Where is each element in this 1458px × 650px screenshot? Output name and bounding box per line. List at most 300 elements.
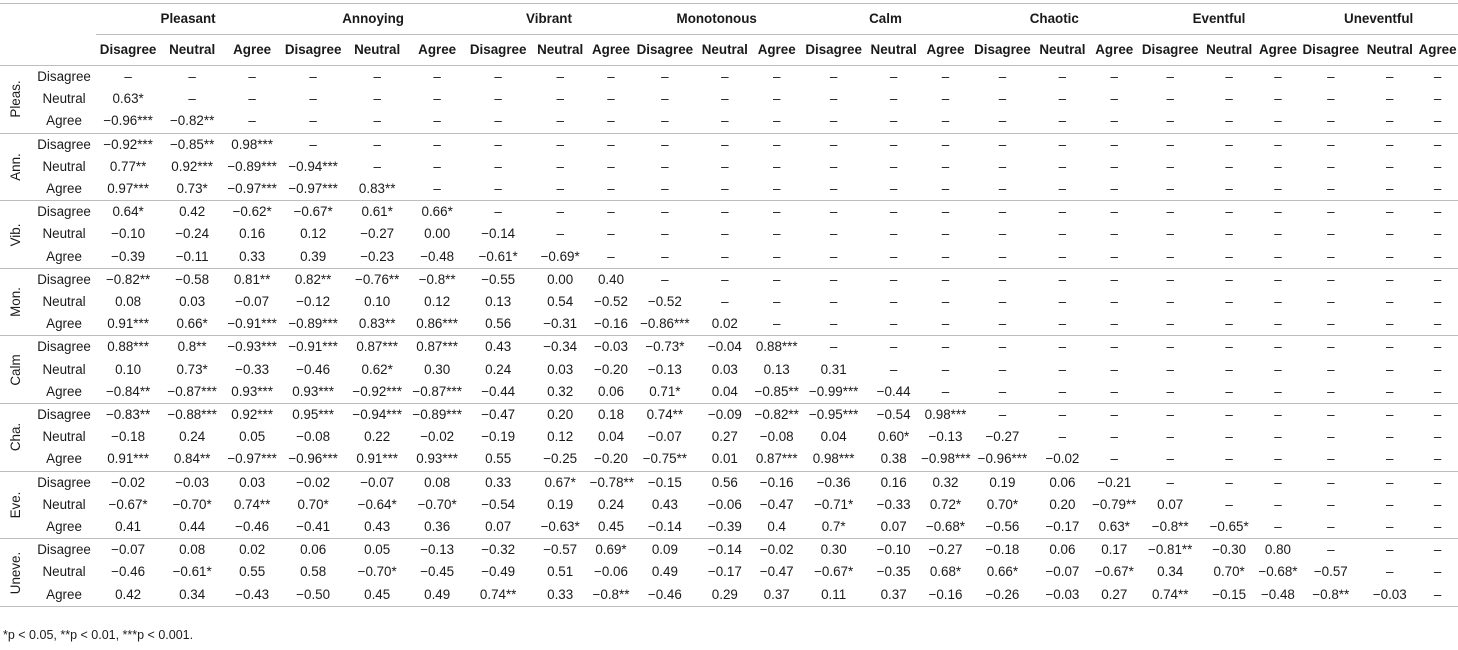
column-level-agree: Agree bbox=[1417, 35, 1458, 66]
table-cell: 0.33 bbox=[224, 246, 281, 269]
row-level-label: Disagree bbox=[37, 407, 91, 423]
table-cell: – bbox=[1433, 91, 1442, 107]
row-group-label: Pleas. bbox=[8, 80, 24, 118]
table-cell: 0.98*** bbox=[801, 448, 866, 471]
table-cell: – bbox=[941, 204, 950, 220]
table-cell: −0.8** bbox=[590, 584, 633, 607]
table-cell: 0.51 bbox=[547, 564, 574, 580]
table-cell: 0.66* bbox=[161, 313, 224, 336]
table-cell: −0.89*** bbox=[412, 407, 462, 423]
table-cell: −0.52 bbox=[594, 294, 628, 310]
table-cell: 0.98*** bbox=[231, 136, 273, 152]
table-cell: 0.03 bbox=[711, 361, 738, 377]
table-cell: – bbox=[1166, 91, 1174, 107]
row-level-label: Disagree bbox=[37, 474, 91, 490]
table-cell: – bbox=[721, 294, 729, 310]
table-cell: 0.91*** bbox=[96, 313, 161, 336]
table-cell: −0.70* bbox=[172, 496, 212, 512]
table-cell: – bbox=[494, 158, 502, 174]
column-level-disagree: Disagree bbox=[1139, 35, 1202, 66]
table-cell: – bbox=[1362, 516, 1417, 539]
table-cell: −0.91*** bbox=[288, 339, 338, 355]
table-cell: 0.71* bbox=[632, 381, 697, 404]
table-cell: – bbox=[801, 313, 866, 336]
table-cell: 0.08 bbox=[115, 294, 142, 310]
table-cell: – bbox=[1166, 361, 1174, 377]
table-cell: 0.45 bbox=[346, 584, 409, 607]
table-cell: – bbox=[889, 226, 898, 242]
table-row bbox=[0, 313, 1458, 336]
row-group-label-cell bbox=[0, 268, 33, 336]
table-cell: – bbox=[1225, 294, 1233, 310]
table-cell: – bbox=[697, 110, 752, 133]
table-cell: 0.39 bbox=[281, 246, 346, 269]
table-cell: – bbox=[1202, 178, 1257, 201]
table-row bbox=[0, 291, 1458, 313]
table-cell: 0.12 bbox=[424, 294, 451, 310]
table-cell: – bbox=[466, 110, 531, 133]
corner-cell bbox=[33, 4, 96, 35]
table-row bbox=[0, 584, 1458, 607]
table-cell: – bbox=[1417, 110, 1458, 133]
table-cell: – bbox=[1225, 361, 1233, 377]
table-cell: 0.83** bbox=[346, 178, 409, 201]
table-cell: – bbox=[1299, 381, 1362, 404]
table-cell: 0.55 bbox=[466, 448, 531, 471]
table-cell: 0.74** bbox=[646, 407, 684, 423]
table-cell: – bbox=[1035, 110, 1090, 133]
table-cell: – bbox=[941, 91, 950, 107]
table-cell: −0.31 bbox=[531, 313, 590, 336]
table-cell: – bbox=[1386, 339, 1394, 355]
table-cell: – bbox=[998, 294, 1007, 310]
table-cell: – bbox=[1433, 136, 1442, 152]
table-cell: – bbox=[1274, 407, 1282, 423]
table-cell: – bbox=[188, 91, 196, 107]
row-level-label: Agree bbox=[33, 381, 96, 404]
table-cell: 0.42 bbox=[96, 584, 161, 607]
table-cell: −0.32 bbox=[481, 542, 516, 558]
table-cell: 0.95*** bbox=[292, 407, 334, 423]
table-cell: – bbox=[1110, 339, 1118, 355]
table-cell: −0.88*** bbox=[167, 407, 217, 423]
column-level-disagree: Disagree bbox=[970, 35, 1035, 66]
row-group-label-cell bbox=[0, 336, 33, 404]
table-cell: −0.83** bbox=[105, 407, 151, 423]
table-cell: −0.44 bbox=[866, 381, 921, 404]
table-cell: −0.06 bbox=[707, 496, 742, 512]
table-cell: – bbox=[889, 361, 898, 377]
table-cell: – bbox=[1433, 361, 1442, 377]
table-cell: – bbox=[1362, 448, 1417, 471]
row-group-label: Calm bbox=[8, 354, 24, 386]
table-cell: −0.57 bbox=[1313, 564, 1348, 580]
table-cell: – bbox=[998, 361, 1007, 377]
table-cell: 0.44 bbox=[161, 516, 224, 539]
column-group-header bbox=[0, 4, 1458, 35]
table-cell: – bbox=[941, 136, 950, 152]
table-cell: – bbox=[998, 136, 1007, 152]
table-cell: – bbox=[1386, 271, 1394, 287]
table-cell: – bbox=[1274, 361, 1282, 377]
table-cell: – bbox=[1386, 204, 1394, 220]
table-cell: – bbox=[494, 136, 502, 152]
table-cell: – bbox=[309, 136, 317, 152]
table-cell: 0.38 bbox=[866, 448, 921, 471]
table-cell: 0.33 bbox=[485, 474, 512, 490]
table-cell: – bbox=[1274, 136, 1282, 152]
table-cell: – bbox=[1202, 313, 1257, 336]
table-cell: – bbox=[1327, 91, 1335, 107]
table-cell: 0.24 bbox=[485, 361, 512, 377]
table-cell: – bbox=[556, 204, 564, 220]
table-cell: – bbox=[1225, 91, 1233, 107]
table-cell: – bbox=[1035, 381, 1090, 404]
table-cell: 0.69* bbox=[595, 542, 627, 558]
row-level-label: Neutral bbox=[42, 91, 86, 107]
table-cell: 0.70* bbox=[297, 496, 329, 512]
table-cell: 0.56 bbox=[466, 313, 531, 336]
table-cell: – bbox=[889, 339, 898, 355]
table-cell: −0.54 bbox=[876, 407, 911, 423]
table-cell: – bbox=[1274, 271, 1282, 287]
table-cell: – bbox=[466, 178, 531, 201]
table-cell: −0.62* bbox=[232, 204, 272, 220]
table-cell: – bbox=[1386, 429, 1394, 445]
table-cell: 0.98*** bbox=[924, 407, 967, 423]
table-cell: 0.42 bbox=[179, 204, 206, 220]
table-cell: – bbox=[1110, 226, 1118, 242]
table-cell: – bbox=[829, 204, 838, 220]
table-cell: – bbox=[721, 158, 729, 174]
table-cell: – bbox=[941, 361, 950, 377]
table-cell: 0.16 bbox=[239, 226, 266, 242]
table-cell: – bbox=[1433, 158, 1442, 174]
table-cell: −0.16 bbox=[590, 313, 633, 336]
table-cell: – bbox=[188, 69, 196, 84]
table-cell: – bbox=[1299, 448, 1362, 471]
table-cell: – bbox=[998, 158, 1007, 174]
table-cell: – bbox=[1327, 542, 1335, 558]
table-cell: – bbox=[1274, 496, 1282, 512]
table-cell: −0.54 bbox=[481, 496, 516, 512]
table-cell: 0.09 bbox=[651, 542, 678, 558]
table-cell: −0.09 bbox=[707, 407, 742, 423]
table-cell: −0.30 bbox=[1212, 542, 1247, 558]
table-cell: – bbox=[281, 110, 346, 133]
row-group-label-cell bbox=[0, 201, 33, 269]
table-cell: −0.75** bbox=[632, 448, 697, 471]
table-cell: – bbox=[1202, 381, 1257, 404]
table-cell: −0.95*** bbox=[808, 407, 859, 423]
column-level-agree: Agree bbox=[921, 35, 970, 66]
table-cell: – bbox=[1417, 584, 1458, 607]
table-cell: – bbox=[1090, 246, 1139, 269]
table-cell: 0.04 bbox=[597, 429, 625, 445]
table-cell: 0.63* bbox=[1090, 516, 1139, 539]
table-cell: – bbox=[1257, 448, 1300, 471]
table-cell: −0.49 bbox=[481, 564, 516, 580]
table-cell: – bbox=[1433, 204, 1442, 220]
table-cell: – bbox=[1139, 313, 1202, 336]
table-cell: – bbox=[494, 69, 502, 84]
table-cell: −0.02 bbox=[111, 474, 146, 490]
table-cell: −0.64* bbox=[357, 496, 397, 512]
table-cell: −0.21 bbox=[1097, 474, 1132, 490]
table-cell: 0.86*** bbox=[409, 313, 466, 336]
table-cell: −0.20 bbox=[594, 361, 628, 377]
table-cell: −0.67* bbox=[293, 204, 333, 220]
row-group-label: Cha. bbox=[8, 423, 24, 452]
table-cell: 0.87*** bbox=[752, 448, 801, 471]
table-cell: – bbox=[1327, 226, 1335, 242]
table-cell: – bbox=[1433, 226, 1442, 242]
table-cell: – bbox=[921, 110, 970, 133]
table-cell: −0.15 bbox=[1202, 584, 1257, 607]
table-cell: −0.27 bbox=[985, 429, 1020, 445]
table-cell: 0.00 bbox=[424, 226, 451, 242]
table-cell: – bbox=[661, 204, 669, 220]
table-cell: 0.87*** bbox=[416, 339, 458, 355]
table-cell: – bbox=[433, 91, 441, 107]
table-cell: 0.74** bbox=[1139, 584, 1202, 607]
table-cell: – bbox=[1058, 158, 1067, 174]
table-cell: – bbox=[346, 110, 409, 133]
table-row bbox=[0, 156, 1458, 178]
table-cell: −0.47 bbox=[759, 496, 794, 512]
table-cell: – bbox=[1433, 474, 1442, 490]
table-cell: – bbox=[1433, 271, 1442, 287]
table-cell: −0.44 bbox=[466, 381, 531, 404]
row-level-label: Neutral bbox=[42, 429, 86, 445]
table-cell: – bbox=[1274, 339, 1282, 355]
table-cell: – bbox=[1225, 339, 1233, 355]
table-cell: 0.27 bbox=[711, 429, 738, 445]
table-cell: – bbox=[1327, 339, 1335, 355]
table-cell: 0.93*** bbox=[281, 381, 346, 404]
table-cell: – bbox=[1299, 516, 1362, 539]
table-cell: – bbox=[801, 110, 866, 133]
table-cell: −0.41 bbox=[281, 516, 346, 539]
table-cell: – bbox=[607, 158, 615, 174]
table-cell: – bbox=[752, 110, 801, 133]
table-cell: – bbox=[1110, 158, 1118, 174]
table-row bbox=[0, 381, 1458, 404]
table-cell: – bbox=[772, 91, 781, 107]
correlation-table bbox=[0, 3, 1458, 607]
table-cell: – bbox=[721, 136, 729, 152]
table-cell: −0.03 bbox=[1035, 584, 1090, 607]
table-cell: 0.04 bbox=[697, 381, 752, 404]
table-cell: – bbox=[1386, 226, 1394, 242]
table-cell: – bbox=[224, 110, 281, 133]
table-cell: – bbox=[607, 69, 615, 84]
table-cell: 0.20 bbox=[547, 407, 574, 423]
table-cell: −0.20 bbox=[590, 448, 633, 471]
table-cell: 0.70* bbox=[986, 496, 1019, 512]
table-cell: 0.72* bbox=[929, 496, 962, 512]
table-cell: – bbox=[889, 204, 898, 220]
table-cell: – bbox=[1327, 496, 1335, 512]
table-cell: – bbox=[772, 204, 781, 220]
table-cell: −0.85** bbox=[169, 136, 215, 152]
table-cell: – bbox=[752, 313, 801, 336]
table-cell: 0.70* bbox=[1213, 564, 1245, 580]
table-cell: 0.41 bbox=[96, 516, 161, 539]
table-cell: – bbox=[866, 313, 921, 336]
table-cell: – bbox=[1202, 448, 1257, 471]
table-cell: −0.19 bbox=[481, 429, 516, 445]
table-row bbox=[0, 246, 1458, 269]
table-cell: – bbox=[1110, 429, 1118, 445]
table-cell: −0.27 bbox=[360, 226, 395, 242]
table-cell: −0.99*** bbox=[801, 381, 866, 404]
corner-cell bbox=[0, 35, 33, 66]
table-cell: – bbox=[1274, 294, 1282, 310]
table-cell: −0.07 bbox=[235, 294, 270, 310]
table-cell: – bbox=[772, 158, 781, 174]
table-cell: −0.02 bbox=[296, 474, 331, 490]
table-cell: 0.4 bbox=[752, 516, 801, 539]
table-cell: – bbox=[1058, 339, 1067, 355]
table-cell: – bbox=[661, 226, 669, 242]
table-cell: −0.10 bbox=[876, 542, 911, 558]
table-cell: 0.43 bbox=[651, 496, 678, 512]
table-row bbox=[0, 268, 1458, 291]
row-level-label: Agree bbox=[33, 516, 96, 539]
table-cell: −0.92*** bbox=[103, 136, 153, 152]
table-cell: – bbox=[1139, 448, 1202, 471]
table-cell: −0.94*** bbox=[288, 158, 338, 174]
table-cell: – bbox=[941, 294, 950, 310]
table-cell: −0.86*** bbox=[632, 313, 697, 336]
table-cell: 0.68* bbox=[929, 564, 962, 580]
table-cell: – bbox=[1274, 91, 1282, 107]
table-cell: 0.12 bbox=[547, 429, 574, 445]
table-cell: 0.07 bbox=[866, 516, 921, 539]
table-cell: – bbox=[1139, 110, 1202, 133]
table-cell: – bbox=[1433, 69, 1442, 84]
row-group-label: Mon. bbox=[8, 287, 24, 318]
table-cell: – bbox=[998, 91, 1007, 107]
table-cell: – bbox=[1274, 69, 1282, 84]
table-cell: −0.11 bbox=[161, 246, 224, 269]
table-cell: −0.45 bbox=[420, 564, 455, 580]
table-cell: – bbox=[590, 178, 633, 201]
table-cell: −0.85** bbox=[752, 381, 801, 404]
table-cell: – bbox=[970, 246, 1035, 269]
table-cell: – bbox=[1299, 178, 1362, 201]
table-cell: 0.24 bbox=[179, 429, 206, 445]
table-cell: – bbox=[829, 226, 838, 242]
table-cell: – bbox=[1139, 178, 1202, 201]
table-cell: −0.82** bbox=[754, 407, 799, 423]
column-group-annoying: Annoying bbox=[281, 4, 466, 35]
table-cell: −0.27 bbox=[928, 542, 963, 558]
table-cell: −0.26 bbox=[970, 584, 1035, 607]
table-cell: – bbox=[1327, 136, 1335, 152]
table-cell: – bbox=[1202, 110, 1257, 133]
table-cell: −0.8** bbox=[1299, 584, 1362, 607]
table-cell: – bbox=[1386, 564, 1394, 580]
table-cell: – bbox=[1139, 246, 1202, 269]
table-cell: – bbox=[1110, 407, 1118, 423]
row-level-label: Disagree bbox=[37, 271, 91, 287]
table-cell: 0.93*** bbox=[224, 381, 281, 404]
table-cell: −0.39 bbox=[697, 516, 752, 539]
table-cell: 0.06 bbox=[300, 542, 327, 558]
table-cell: 0.73* bbox=[161, 178, 224, 201]
table-cell: – bbox=[921, 246, 970, 269]
table-cell: – bbox=[801, 178, 866, 201]
column-level-neutral: Neutral bbox=[1362, 35, 1417, 66]
table-cell: −0.97*** bbox=[224, 448, 281, 471]
table-cell: – bbox=[1166, 429, 1174, 445]
table-cell: −0.89*** bbox=[281, 313, 346, 336]
table-cell: −0.97*** bbox=[224, 178, 281, 201]
table-cell: 0.55 bbox=[239, 564, 266, 580]
table-cell: 0.05 bbox=[364, 542, 391, 558]
table-cell: −0.03 bbox=[1362, 584, 1417, 607]
table-cell: – bbox=[1274, 429, 1282, 445]
table-cell: −0.07 bbox=[647, 429, 682, 445]
column-level-agree: Agree bbox=[752, 35, 801, 66]
table-cell: −0.96*** bbox=[281, 448, 346, 471]
table-cell: 0.16 bbox=[880, 474, 907, 490]
table-cell: – bbox=[124, 69, 132, 84]
table-cell: 0.05 bbox=[239, 429, 266, 445]
table-row bbox=[0, 88, 1458, 110]
table-cell: 0.84** bbox=[161, 448, 224, 471]
table-row bbox=[0, 223, 1458, 245]
table-cell: 0.60* bbox=[877, 429, 910, 445]
table-cell: −0.18 bbox=[111, 429, 146, 445]
table-cell: – bbox=[1274, 204, 1282, 220]
table-cell: – bbox=[1225, 474, 1233, 490]
table-cell: −0.47 bbox=[481, 407, 516, 423]
table-cell: – bbox=[829, 69, 838, 84]
table-cell: −0.81** bbox=[1148, 542, 1193, 558]
table-cell: – bbox=[1110, 136, 1118, 152]
table-cell: −0.57 bbox=[543, 542, 578, 558]
table-cell: – bbox=[772, 271, 781, 287]
table-cell: −0.8** bbox=[418, 271, 456, 287]
table-cell: – bbox=[941, 339, 950, 355]
table-cell: 0.43 bbox=[346, 516, 409, 539]
table-cell: – bbox=[1058, 226, 1067, 242]
table-cell: −0.23 bbox=[346, 246, 409, 269]
table-cell: – bbox=[1274, 226, 1282, 242]
table-cell: 0.40 bbox=[597, 271, 625, 287]
table-cell: – bbox=[772, 69, 781, 84]
table-cell: −0.8** bbox=[1139, 516, 1202, 539]
table-cell: 0.64* bbox=[112, 204, 144, 220]
table-cell: – bbox=[721, 271, 729, 287]
table-cell: – bbox=[1110, 91, 1118, 107]
table-cell: – bbox=[309, 69, 317, 84]
table-cell: – bbox=[1386, 136, 1394, 152]
table-cell: – bbox=[1362, 110, 1417, 133]
table-cell: 0.02 bbox=[239, 542, 266, 558]
table-cell: −0.17 bbox=[1035, 516, 1090, 539]
column-level-disagree: Disagree bbox=[466, 35, 531, 66]
table-cell: – bbox=[998, 226, 1007, 242]
table-cell: 0.31 bbox=[820, 361, 847, 377]
row-group-label: Vib. bbox=[8, 223, 24, 246]
table-cell: −0.43 bbox=[224, 584, 281, 607]
table-cell: – bbox=[607, 204, 615, 220]
table-cell: – bbox=[1225, 407, 1233, 423]
